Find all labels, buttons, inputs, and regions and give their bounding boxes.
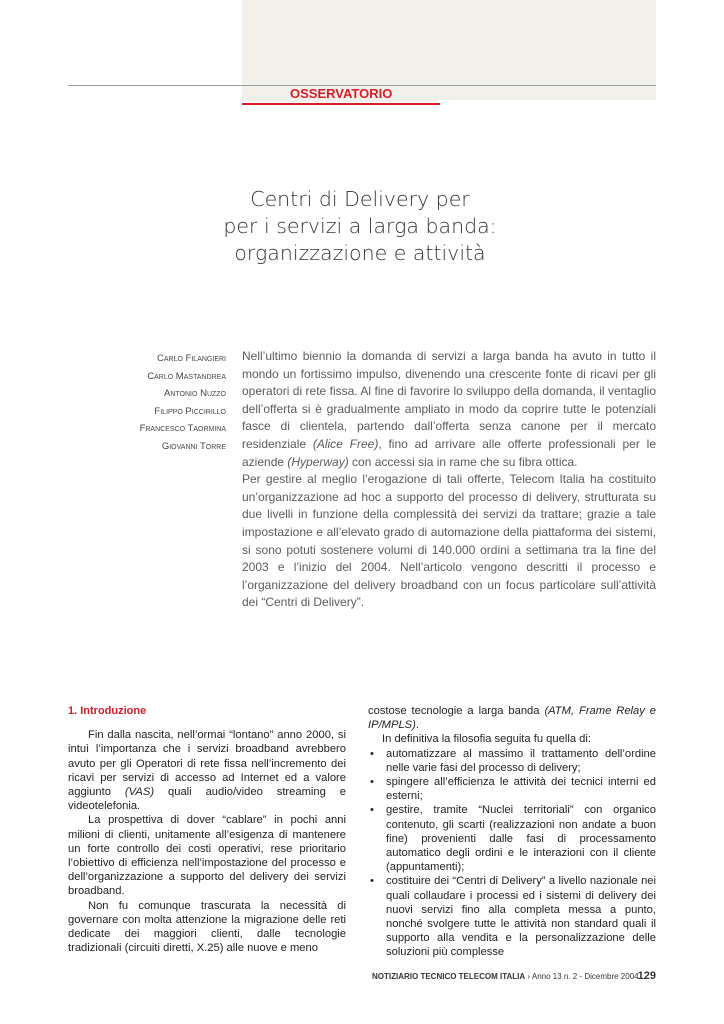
list-item [368,747,656,775]
bullet-icon: • [370,875,374,888]
body-paragraph [368,704,656,732]
body-italic: (VAS) [124,786,155,799]
list-item [368,874,656,959]
title-line-3: organizzazione e attività [234,241,486,265]
body-paragraph: La prospettiva di dover “cablare” in pochi anni milioni di clienti, unitamente all’esigenza di mantenere un forte controllo dei costi operativi, rese prioritario l’obiettivo di efficienza nell’impostazione del processo e dell’organizzazione a supporto del delivery dei servizi broadband. [68,814,346,898]
abstract [242,348,656,612]
page-number: 129 [637,970,656,982]
page-footer [372,972,656,981]
body-text: costose tecnologie a larga banda [368,705,545,717]
abstract-italic: (Alice Free) [312,436,379,451]
author-name: Carlo Filangieri [157,353,226,364]
section-tab [242,88,438,102]
section-label: OSSERVATORIO [290,86,393,101]
bullet-icon: • [370,804,374,817]
bullet-list [368,747,656,960]
list-item-text: spingere all’efficienza le attività dei tecnici interni ed esterni; [386,776,656,803]
footer-separator: › [525,972,532,981]
section-underline [242,103,440,105]
list-item-text: gestire, tramite “Nuclei territoriali” con organico contenuto, gli scarti (realizzazioni non andate a buon fine) provenienti dalle fasi di processamento automatico degli ordini e le interazioni con il cliente (appuntamenti); [386,804,656,874]
bullet-icon: • [370,747,374,760]
abstract-italic: (Hyperway) [287,454,349,469]
section-heading: 1. Introduzione [68,705,147,717]
list-item [368,775,656,803]
body-italic: (ATM, Frame Relay e IP/MPLS) [368,705,656,732]
body-text: Fin dalla nascita, nell’ormai “lontano” anno 2000, si intuì l’importanza che i servizi broadband avrebbero avuto per gli Operatori di rete fissa nell’incremento dei ricavi per servizi di accesso ad Internet ed a valore aggiunto [68,729,346,799]
author-name: Francesco Taormina [139,423,226,434]
author-name: Giovanni Torre [161,440,226,452]
body-paragraph: Non fu comunque trascurata la necessità di governare con molta attenzione la migrazione delle reti dedicate dei maggiori clienti, dalle tecnologie tradizionali (circuiti diretti, X.25) alle nuove e meno [68,899,346,955]
list-item-text: automatizzare al massimo il trattamento dell’ordine nelle varie fasi del processo di delivery; [386,747,656,774]
list-item-text: costituire dei “Centri di Delivery” a livello nazionale nei quali collaudare i processi ed i sistemi di delivery dei nuovi servizi fino alla completa messa a punto, nonché svolgere tutte le attività non standard quali il supporto alla vendita e la personalizzazione delle soluzioni più complesse [386,875,656,959]
title-line-1: Centri di Delivery per [250,187,470,211]
abstract-text: con accessi sia in rame che su fibra ottica. [348,454,578,469]
author-list [110,350,226,455]
author-name: Filippo Piccirillo [154,405,226,417]
body-text: quali audio/video streaming e videotelefonia. [68,786,346,813]
article-title [180,186,540,267]
body-paragraph: In definitiva la filosofia seguita fu quella di: [382,733,591,746]
bullet-icon: • [370,776,374,789]
abstract-paragraph [242,348,656,471]
author-name: Carlo Mastandrea [147,370,226,382]
body-column-left [68,704,346,955]
list-item [368,803,656,874]
issue-info: Anno 13 n. 2 - Dicembre 2004 [531,972,639,981]
title-line-2: per i servizi a larga banda: [223,214,497,238]
abstract-text: Nell’ultimo biennio la domanda di servizi a larga banda ha avuto in tutto il mondo un fortissimo impulso, divenendo una crescente fonte di ricavi per gli operatori di rete fissa. Al fine di favorire lo sviluppo della domanda, il ventaglio dell’offerta si è gradualmente ampliato in modo da coprire tutte le potenziali fasce di clientela, partendo dall’offerta senza canone per il mercato residenziale [242,349,656,451]
abstract-text: , fino ad arrivare alle offerte professionali per le aziende [242,436,656,469]
body-column-right [368,704,656,960]
author-name: Antonio Nuzzo [164,388,226,399]
journal-name: NOTIZIARIO TECNICO TELECOM ITALIA [372,972,526,981]
body-paragraph [68,728,346,813]
abstract-paragraph: Per gestire al meglio l’erogazione di tali offerte, Telecom Italia ha costituito un’organizzazione ad hoc a supporto del processo di delivery, strutturata su due livelli in funzione della complessità dei servizi da trattare; grazie a tale impostazione e all’elevato grado di automazione della piattaforma dei sistemi, si sono potuti sostenere volumi di 140.000 ordini a settimana tra la fine del 2003 e l’inizio del 2004. Nell’articolo vengono descritti il processo e l’organizzazione del delivery broadband con un focus particolare sull’attività dei “Centri di Delivery”. [242,472,656,610]
body-text: . [415,719,419,732]
